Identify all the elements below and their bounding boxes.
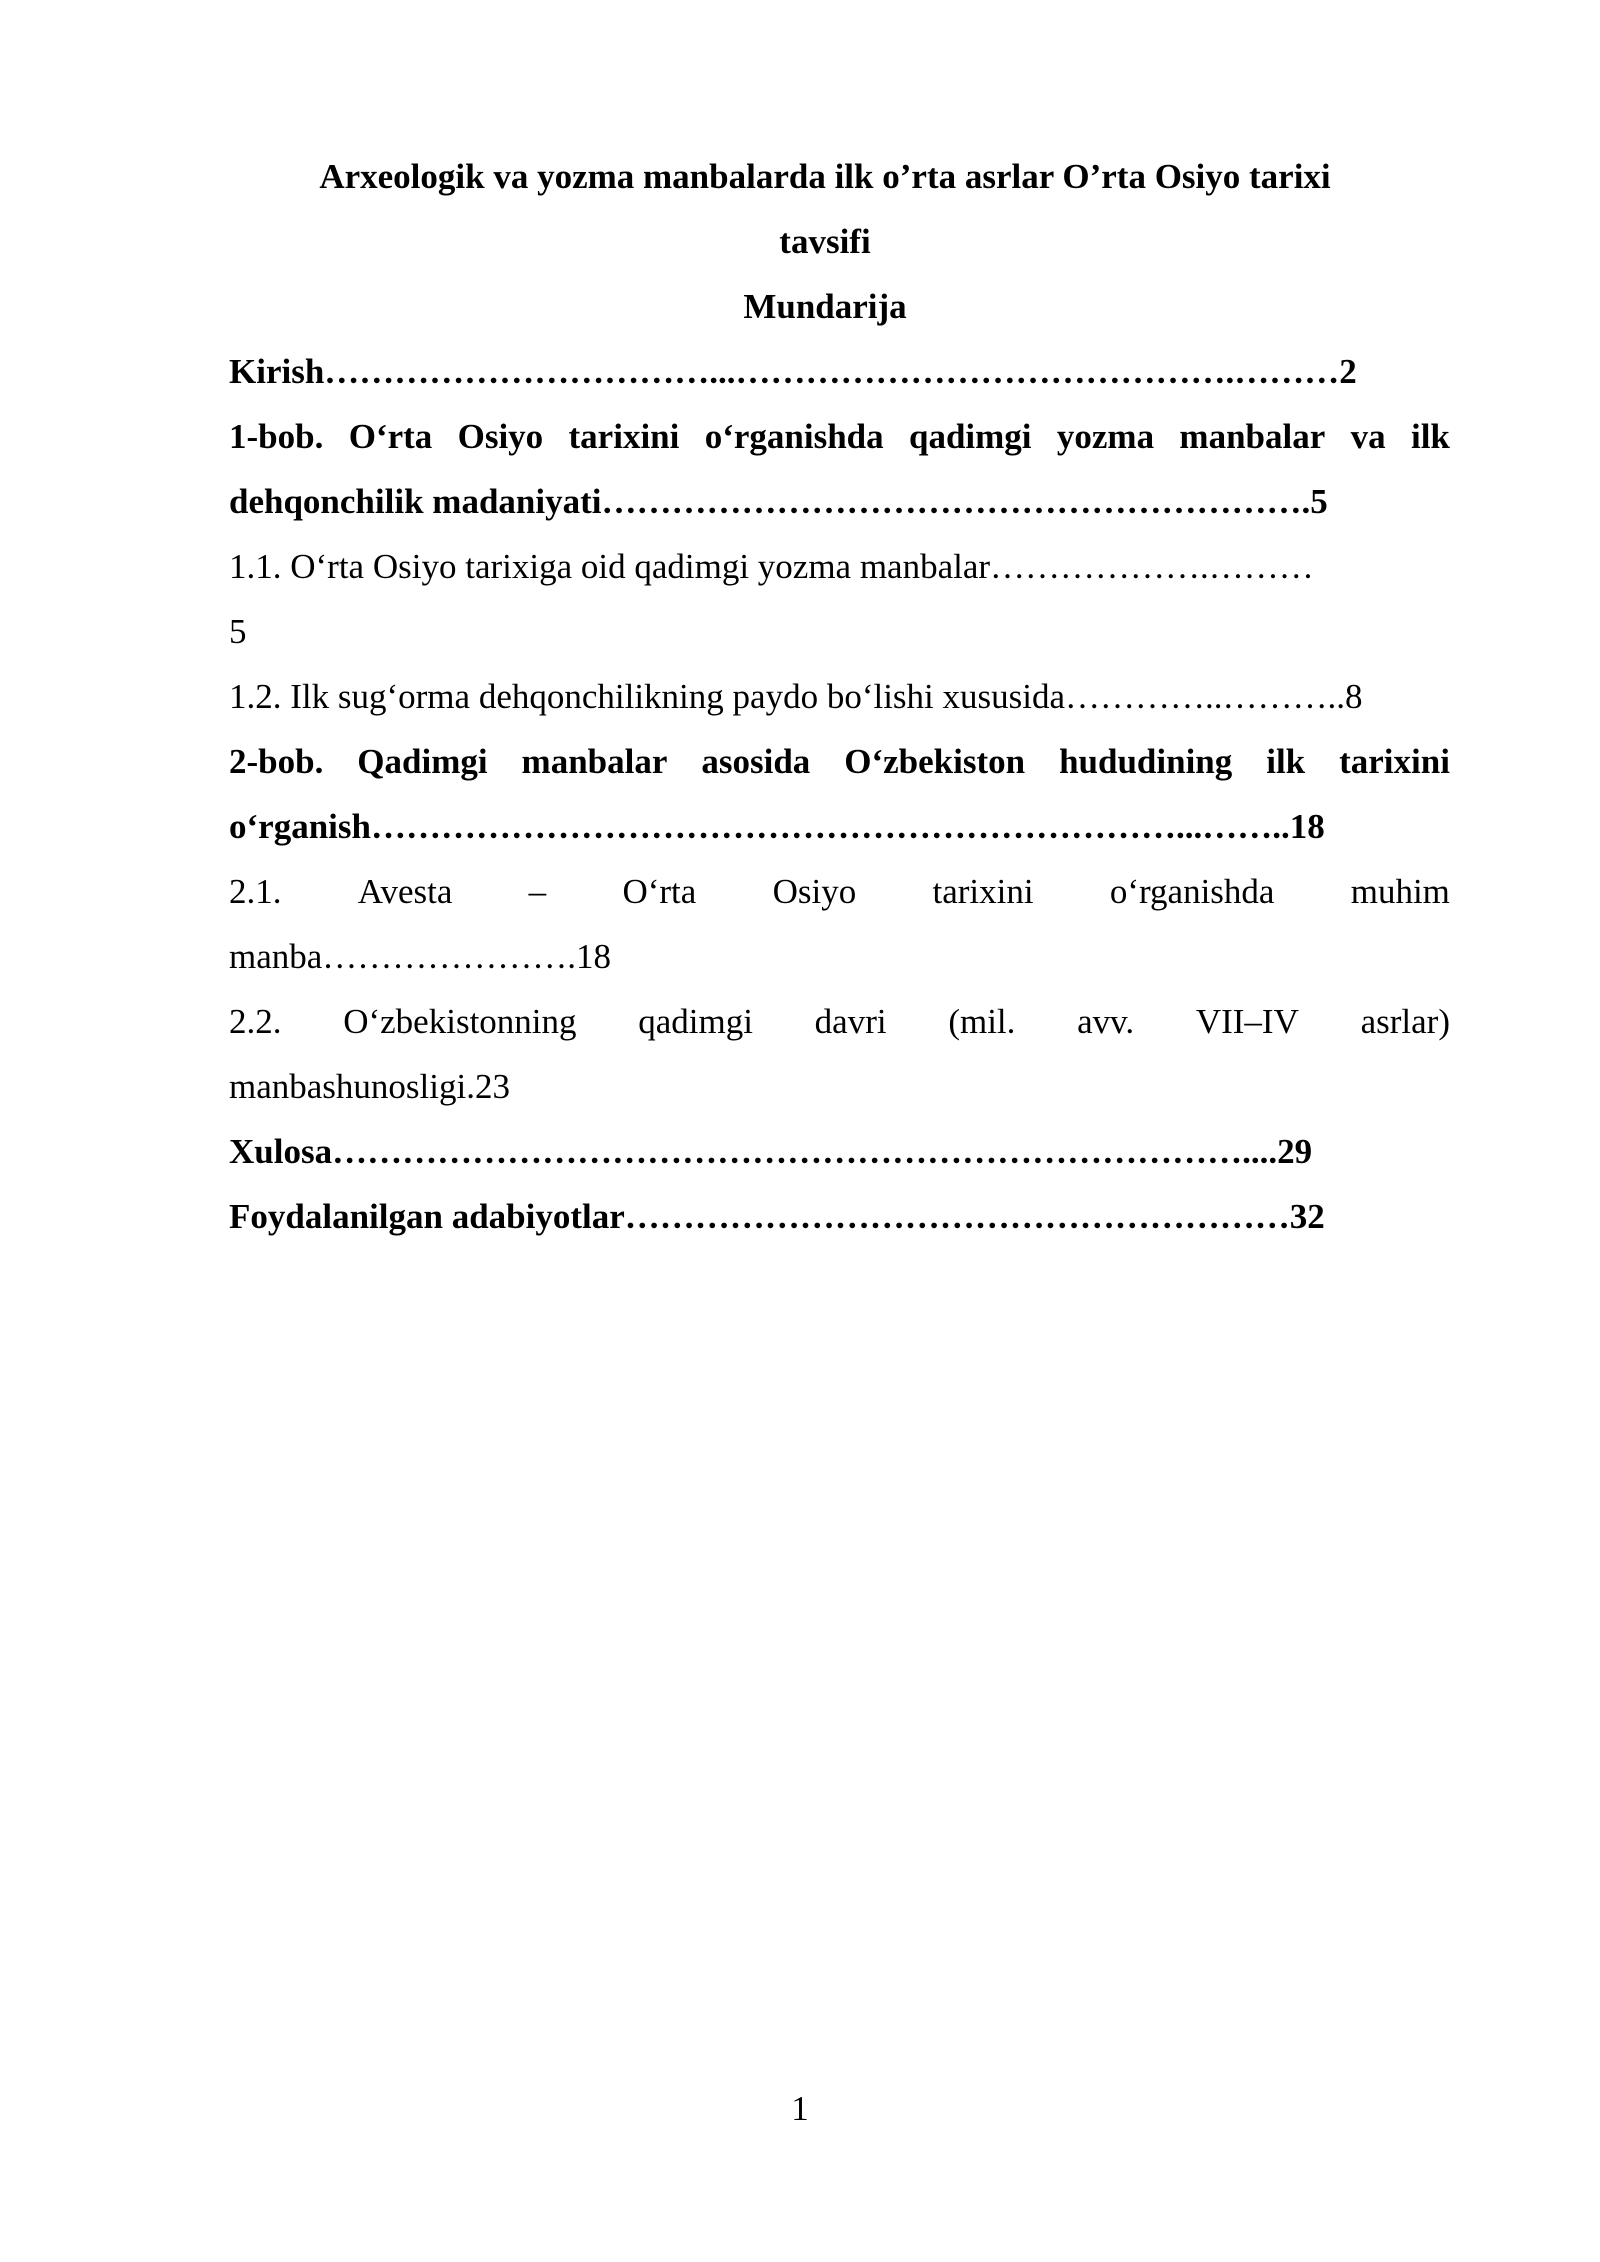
toc-entry-section-1-2: 1.2. Ilk sug‘orma dehqonchilikning paydo bo‘lishi xususida…………..………..8 <box>229 677 1363 716</box>
toc-word: davri <box>814 1002 887 1041</box>
toc-word: qadimgi <box>638 1002 753 1041</box>
toc-word: O‘zbekiston <box>844 742 1026 781</box>
toc-chapter-1-line-1 <box>229 404 1450 469</box>
toc-entry-xulosa: Xulosa……………………………………………………………………....29 <box>229 1132 1313 1171</box>
toc-word: hududining <box>1059 742 1233 781</box>
page-number: 1 <box>791 2089 809 2128</box>
toc-section-1-1-line-1: 1.1. O‘rta Osiyo tarixiga oid qadimgi yozma manbalar……………….……… <box>229 547 1314 586</box>
toc-word: avv. <box>1077 1002 1135 1041</box>
toc-chapter-2-line-2: o‘rganish……………………………………………………………...……..18 <box>229 807 1325 846</box>
toc-chapter-2-line-1 <box>229 729 1450 794</box>
toc-word: VII–IV <box>1195 1002 1299 1041</box>
toc-word: Qadimgi <box>357 742 488 781</box>
toc-word: 1-bob. <box>229 417 324 456</box>
toc-word: manbalar <box>1179 417 1326 456</box>
toc-word: manbalar <box>521 742 668 781</box>
toc-word: Osiyo <box>457 417 544 456</box>
toc-section-1-1-line-2: 5 <box>229 612 247 651</box>
toc-entry-kirish: Kirish……………………………...…………………………………….………2 <box>229 352 1357 391</box>
toc-word: O‘rta <box>348 417 433 456</box>
toc-entry-chapter-2 <box>229 729 1450 859</box>
toc-word: asosida <box>701 742 811 781</box>
toc-entry-adabiyotlar: Foydalanilgan adabiyotlar…………………………………………………32 <box>229 1197 1325 1236</box>
toc-word: 2.1. <box>229 872 282 911</box>
document-title-line-2: tavsifi <box>779 222 871 261</box>
toc-word: ilk <box>1266 742 1306 781</box>
toc-section-2-2-line-2: manbashunosligi.23 <box>229 1067 510 1106</box>
toc-word: o‘rganishda <box>1109 872 1275 911</box>
toc-heading: Mundarija <box>743 287 907 326</box>
toc-word: yozma <box>1056 417 1155 456</box>
toc-section-2-2-line-1 <box>229 989 1450 1054</box>
toc-word: qadimgi <box>908 417 1032 456</box>
toc-word: O‘rta <box>622 872 697 911</box>
toc-word: 2-bob. <box>229 742 324 781</box>
toc-word: tarixini <box>1339 742 1450 781</box>
table-of-contents <box>229 339 1450 1249</box>
toc-word: Osiyo <box>772 872 857 911</box>
toc-word: (mil. <box>948 1002 1016 1041</box>
toc-word: – <box>528 872 547 911</box>
document-title-line-1: Arxeologik va yozma manbalarda ilk o’rta asrlar O’rta Osiyo tarixi <box>319 157 1331 196</box>
toc-word: asrlar) <box>1360 1002 1450 1041</box>
toc-section-2-1-line-2: manba………………….18 <box>229 937 612 976</box>
toc-entry-section-1-1 <box>229 534 1450 664</box>
toc-word: tarixini <box>932 872 1034 911</box>
toc-entry-section-2-2 <box>229 989 1450 1119</box>
toc-entry-section-2-1 <box>229 859 1450 989</box>
toc-section-2-1-line-1 <box>229 859 1450 924</box>
toc-chapter-1-line-2: dehqonchilik madaniyati…………………………………………………….5 <box>229 482 1328 521</box>
toc-entry-chapter-1 <box>229 404 1450 534</box>
toc-word: va <box>1350 417 1386 456</box>
toc-word: ilk <box>1410 417 1450 456</box>
toc-word: o‘rganishda <box>704 417 884 456</box>
toc-word: tarixini <box>568 417 680 456</box>
toc-word: 2.2. <box>229 1002 282 1041</box>
toc-word: muhim <box>1350 872 1450 911</box>
toc-word: O‘zbekistonning <box>343 1002 577 1041</box>
toc-word: Avesta <box>357 872 453 911</box>
